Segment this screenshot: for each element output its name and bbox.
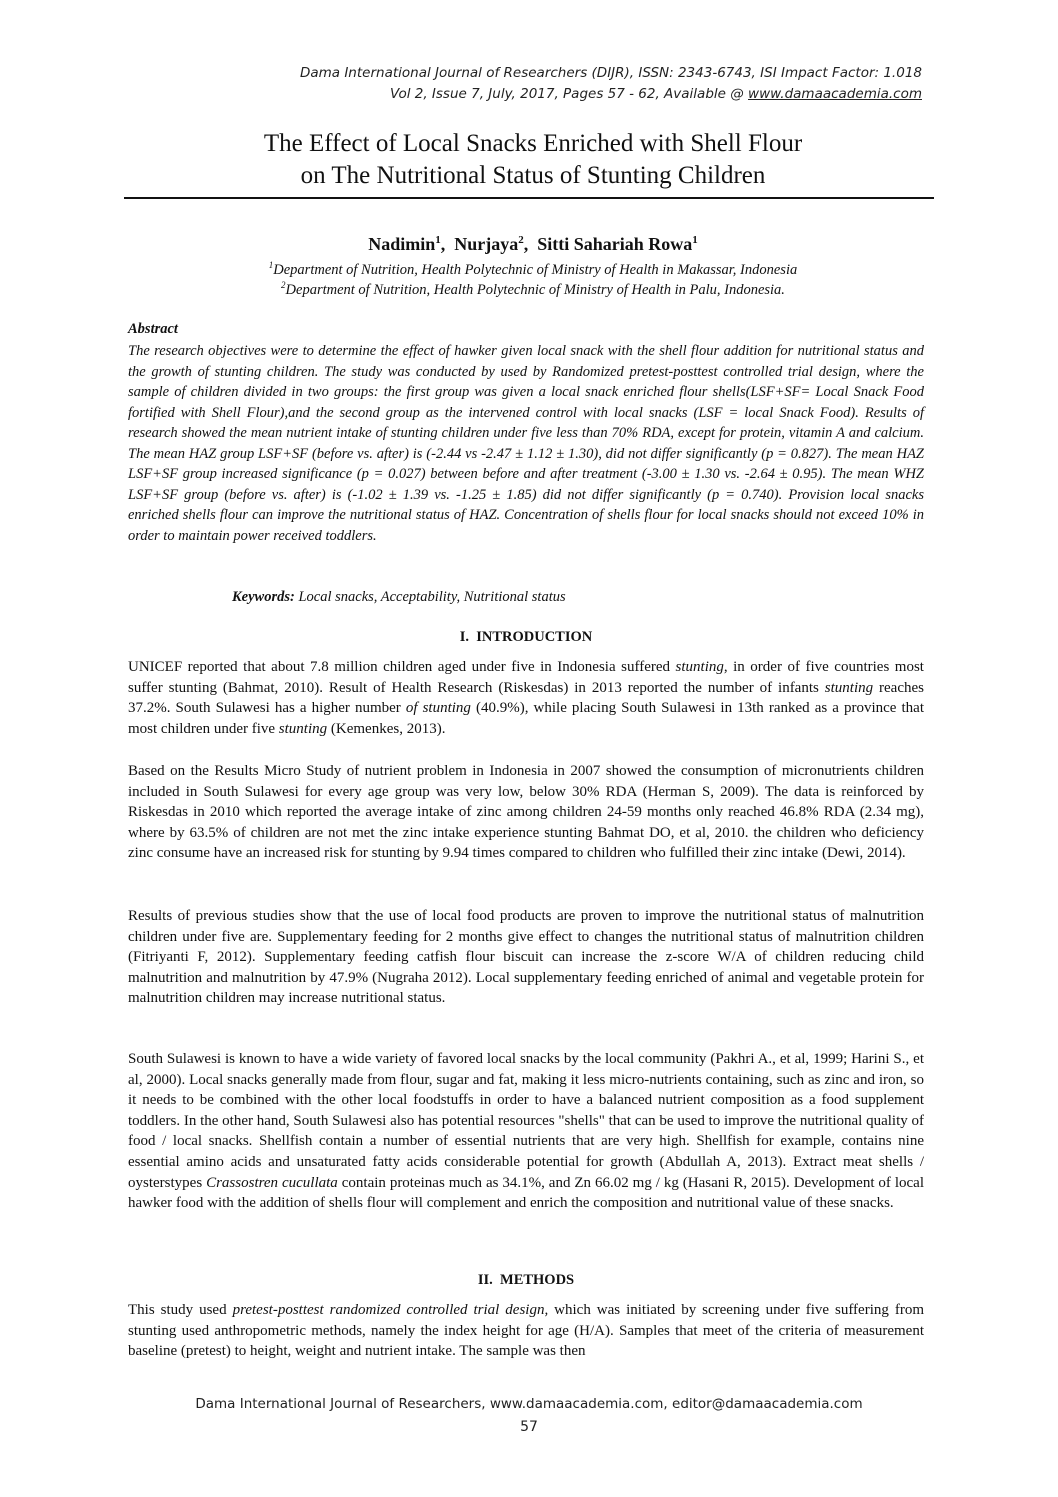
emphasized-text: stunting <box>278 720 328 737</box>
affiliation-2 <box>128 276 938 300</box>
author-affiliation-mark: 1 <box>435 234 441 246</box>
emphasized-text: stunting <box>824 679 874 696</box>
emphasized-text: stunting <box>675 659 724 675</box>
text-run: (40.9%), while placing South Sulawesi in 13th ranked as a province that most children under five <box>128 700 925 737</box>
author-list <box>128 228 938 256</box>
affiliation-mark: 2 <box>281 280 286 290</box>
paper-title <box>128 128 938 192</box>
text-run: South Sulawesi is known to have a wide variety of favored local snacks by the local community (Pakhri A., et al, 1999; Harini S., et al, 2000). Local snacks generally made from flour, sugar and fat, making it less micro-nutrients containing, such as zinc and iron, so it needs to be combined with the other local foodstuffs in order to have a balanced nutrient composition as a food supplement toddlers. In the other hand, South Sulawesi also has potential resources "shells" that can be used to improve the nutritional quality of food / local snacks. Shellfish contain a number of essential nutrients that are very high. Shellfish for example, contains nine essential amino acids and unsaturated fatty acids considerable potential for growth (Abdullah A, 2013). Extract meat shells / oysterstypes <box>128 1051 924 1191</box>
emphasized-text: Crassostren cucullata <box>206 1174 338 1191</box>
keywords-label: Keywords: <box>232 589 295 605</box>
text-run: Results of previous studies show that the use of local food products are proven to improve the nutritional status of malnutrition children under five are. Supplementary feeding for 2 months give effect to changes the nutritional status of malnutrition children (Fitriyanti F, 2012). Supplementary feeding catfish flour biscuit can increase the z-score W/A of children reducing child malnutrition and malnutrition by 47.9% (Nugraha 2012). Local supplementary feeding enriched of animal and vegetable protein for malnutrition children may increase nutritional status. <box>128 908 924 1007</box>
author-name: Nurjaya <box>454 234 519 254</box>
issue-info <box>300 84 922 105</box>
text-run: which was initiated by screening under five suffering from stunting used anthropometric methods, namely the index height for age (H/A). Samples that meet of the criteria of measurement baseline (pretest) to height, weight and nutrient intake. The sample was then <box>128 1302 924 1360</box>
methods-heading: II. METHODS <box>477 1272 575 1288</box>
text-run: UNICEF reported that about 7.8 million children aged under five in Indonesia suffered <box>128 659 676 675</box>
abstract-heading: Abstract <box>128 321 178 337</box>
text-run: This study used <box>128 1302 233 1318</box>
intro-paragraph-4 <box>128 1049 924 1214</box>
emphasized-text: of stunting <box>405 700 471 717</box>
author-affiliation-mark: 2 <box>518 234 524 246</box>
emphasized-text: pretest-posttest randomized controlled trial design, <box>232 1302 549 1318</box>
author-name: Nadimin <box>368 234 436 254</box>
page-footer: Dama International Journal of Researchers, www.damaacademia.com, editor@damaacademia.com <box>195 1396 863 1412</box>
affiliation-text: Department of Nutrition, Health Polytechnic of Ministry of Health in Makassar, Indonesia <box>273 261 798 278</box>
issue-text: Vol 2, Issue 7, July, 2017, Pages 57 - 62, Available @ <box>390 86 749 102</box>
journal-header <box>300 63 922 105</box>
affiliation-mark: 1 <box>268 260 274 270</box>
text-run: contain proteinas much as 34.1%, and Zn 66.02 mg / kg (Hasani R, 2015). Development of local hawker food with the addition of shells flour will complement and enrich the composition and nutritional value of these snacks. <box>128 1174 924 1212</box>
page-number: 57 <box>520 1419 538 1435</box>
text-run: Based on the Results Micro Study of nutrient problem in Indonesia in 2007 showed the consumption of micronutrients children included in South Sulawesi for every age group was very low, below 30% RDA (Herman S, 2009). The data is reinforced by Riskesdas in 2010 which reported the average intake of zinc among children 24-59 months only reached 46.8% RDA (2.34 mg), where by 63.5% of children are not met the zinc intake experience stunting Bahmat DO, et al, 2010. the children who deficiency zinc consume have an increased risk for stunting by 9.94 times compared to children who fulfilled their zinc intake (Dewi, 2014). <box>128 763 924 862</box>
author-separator: , <box>440 234 455 254</box>
journal-citation: Dama International Journal of Researchers (DIJR), ISSN: 2343-6743, ISI Impact Factor: 1.018 <box>299 65 922 81</box>
text-run: reaches 37.2%. South Sulawesi has a higher number <box>128 679 924 717</box>
methods-paragraph-1 <box>128 1300 924 1362</box>
author-affiliation-mark: 1 <box>692 234 698 246</box>
title-line-2: on The Nutritional Status of Stunting Children <box>300 162 766 189</box>
affiliation-text: Department of Nutrition, Health Polytechnic of Ministry of Health in Palu, Indonesia. <box>285 281 785 298</box>
text-run: (Kemenkes, 2013). <box>327 720 446 737</box>
journal-website-link[interactable]: www.damaacademia.com <box>748 86 922 102</box>
author-separator: , <box>523 234 538 254</box>
title-line-1: The Effect of Local Snacks Enriched with Shell Flour <box>263 130 803 157</box>
intro-paragraph-2 <box>128 761 924 864</box>
keywords-list: Local snacks, Acceptability, Nutritional status <box>298 589 566 605</box>
author-name: Sitti Sahariah Rowa <box>537 234 693 254</box>
introduction-heading: I. INTRODUCTION <box>459 629 593 645</box>
keywords <box>232 588 566 607</box>
text-run: , in order of five countries most suffer stunting (Bahmat, 2010). Result of Health Research (Riskesdas) in 2013 reported the number of infants <box>128 659 924 696</box>
intro-paragraph-3 <box>128 906 924 1009</box>
title-divider <box>124 197 934 199</box>
abstract-body: The research objectives were to determine the effect of hawker given local snack with the shell flour addition for nutritional status and the growth of stunting children. The study was conducted by used by Randomized pretest-posttest controlled trial design, where the sample of children divided in two groups: the first group was given a local snack enriched flour shells(LSF+SF= Local Snack Food fortified with Shell Flour),and the second group as the intervened control with local snacks (LSF = local Snack Food). Results of research showed the mean nutrient intake of stunting children under five less than 70% RDA, except for protein, vitamin A and calcium. The mean HAZ group LSF+SF (before vs. after) is (-2.44 vs -2.47 ± 1.12 ± 1.30), did not differ significantly (p = 0.827). The mean HAZ LSF+SF group increased significance (p = 0.027) between before and after treatment (-3.00 ± 1.30 vs. -2.64 ± 0.95). The mean WHZ LSF+SF group (before vs. after) is (-1.02 ± 1.39 vs. -1.25 ± 1.85) did not differ significantly (p = 0.740). Provision local snacks enriched shells flour can improve the nutritional status of HAZ. Concentration of shells flour for local snacks should not exceed 10% in order to maintain power received toddlers. <box>128 343 924 544</box>
intro-paragraph-1 <box>128 657 924 739</box>
